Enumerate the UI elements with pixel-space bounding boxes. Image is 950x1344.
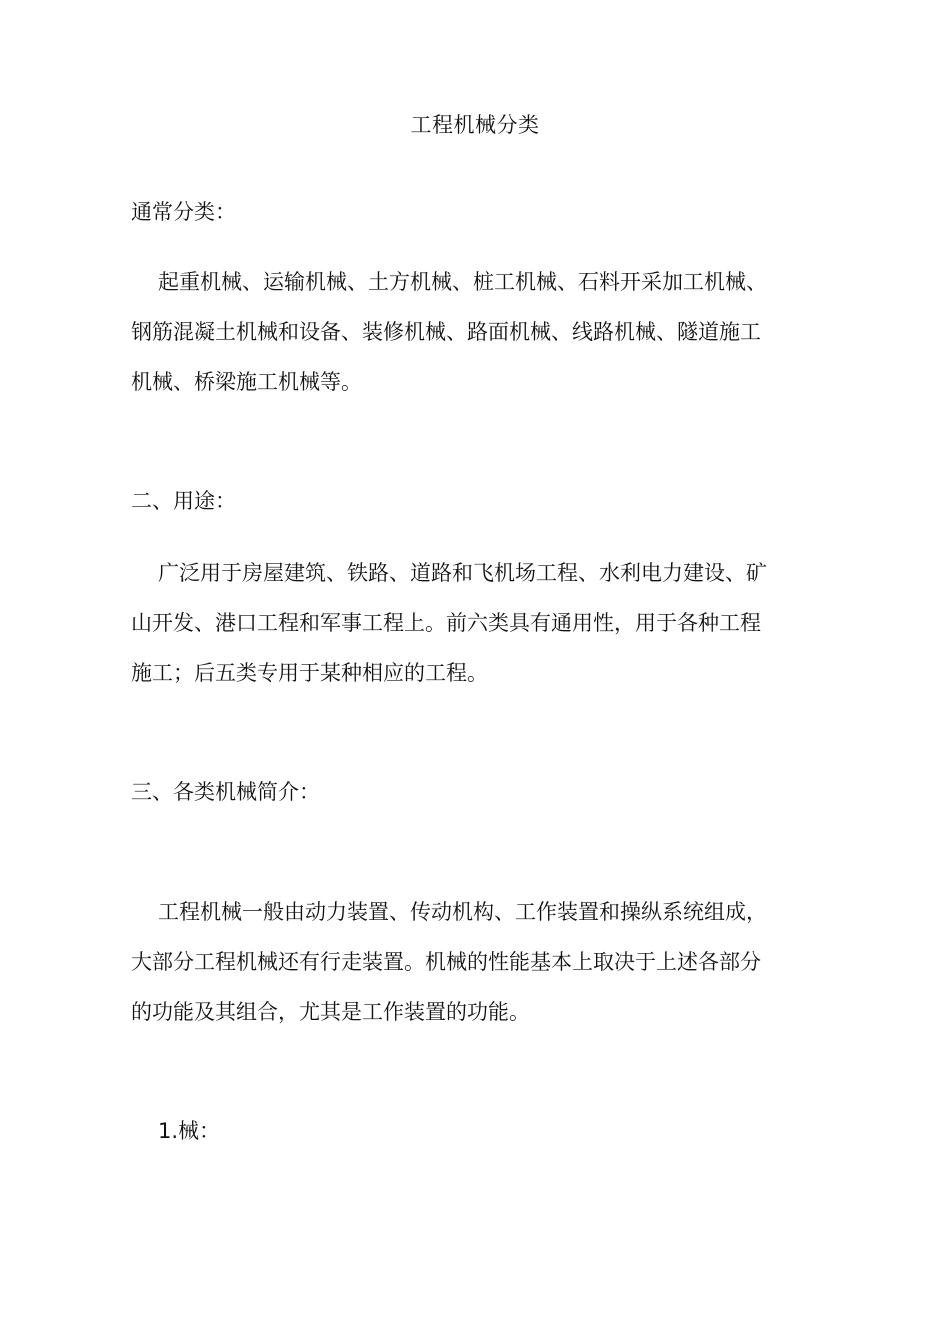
section-paragraph-introduction bbox=[131, 887, 821, 1037]
paragraph-line: 广泛用于房屋建筑、铁路、道路和飞机场工程、水利电力建设、矿 bbox=[158, 561, 767, 585]
paragraph-line: 钢筋混凝土机械和设备、装修机械、路面机械、线路机械、隧道施工 bbox=[131, 320, 761, 344]
paragraph-line: 工程机械一般由动力装置、传动机构、工作装置和操纵系统组成， bbox=[158, 900, 767, 924]
paragraph-line: 施工；后五类专用于某种相应的工程。 bbox=[131, 661, 488, 685]
section-heading-introduction: 三、各类机械简介： bbox=[131, 780, 320, 804]
paragraph-line: 机械、桥梁施工机械等。 bbox=[131, 370, 362, 394]
paragraph-line: 大部分工程机械还有行走装置。机械的性能基本上取决于上述各部分 bbox=[131, 950, 761, 974]
document-title: 工程机械分类 bbox=[410, 113, 540, 137]
section-heading-classification: 通常分类： bbox=[131, 200, 236, 224]
section-heading-usage: 二、用途： bbox=[131, 489, 236, 513]
paragraph-line: 起重机械、运输机械、土方机械、桩工机械、石料开采加工机械、 bbox=[158, 270, 767, 294]
section-paragraph-usage bbox=[131, 548, 821, 698]
paragraph-line: 的功能及其组合，尤其是工作装置的功能。 bbox=[131, 1000, 530, 1024]
subsection-heading: 1.械： bbox=[158, 1119, 221, 1143]
paragraph-line: 山开发、港口工程和军事工程上。前六类具有通用性，用于各种工程 bbox=[131, 611, 761, 635]
section-paragraph-classification bbox=[131, 257, 821, 407]
